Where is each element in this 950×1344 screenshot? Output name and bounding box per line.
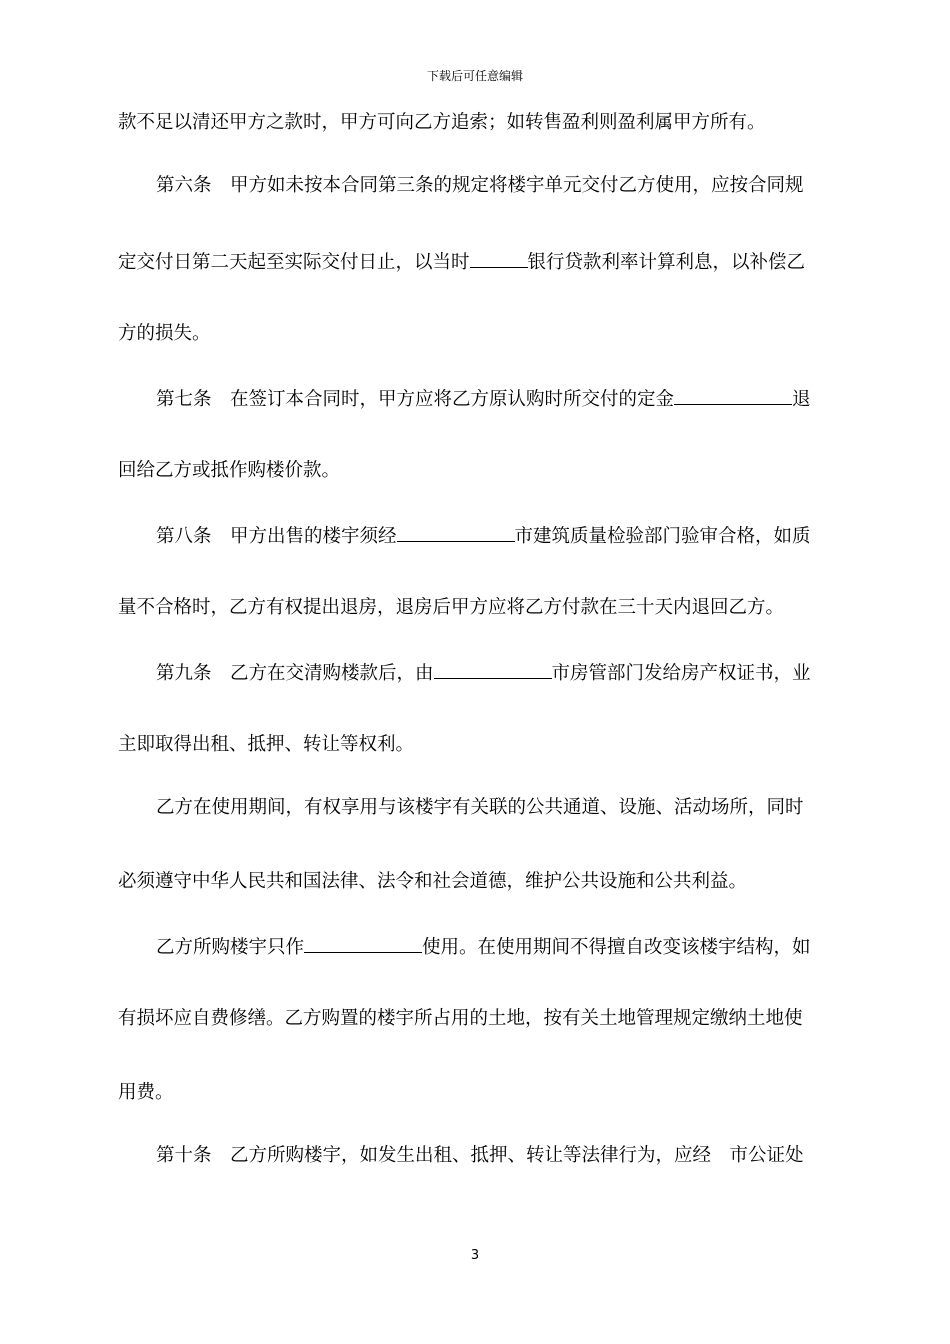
paragraph-line [156,658,846,687]
paragraph-line: 用费。 [118,1082,174,1103]
paragraph-line: 款不足以清还甲方之款时，甲方可向乙方追索；如转售盈利则盈利属甲方所有。 [118,112,766,133]
page-number: 3 [470,1248,480,1263]
paragraph-line [156,932,846,961]
line-text-after: 退 [792,389,811,410]
fill-in-blank [397,521,515,542]
paragraph-line: 量不合格时，乙方有权提出退房，退房后甲方应将乙方付款在三十天内退回乙方。 [118,597,785,618]
paragraph-line: 方的损失。 [118,323,211,344]
fill-in-blank [674,384,792,405]
paragraph-line: 必须遵守中华人民共和国法律、法令和社会道德，维护公共设施和公共利益。 [118,871,748,892]
line-text-before: 第七条 在签订本合同时，甲方应将乙方原认购时所交付的定金 [156,389,675,410]
paragraph-line: 有损坏应自费修缮。乙方购置的楼宇所占用的土地，按有关土地管理规定缴纳土地使 [118,1008,803,1029]
paragraph-line [156,521,846,550]
paragraph-line: 第十条 乙方所购楼宇，如发生出租、抵押、转让等法律行为，应经 市公证处 [156,1145,804,1166]
paragraph-line: 第六条 甲方如未按本合同第三条的规定将楼宇单元交付乙方使用，应按合同规 [156,175,804,196]
line-text-after: 银行贷款利率计算利息，以补偿乙 [527,252,806,273]
page-header: 下载后可任意编辑 [426,69,523,83]
paragraph-line: 乙方在使用期间，有权享用与该楼宇有关联的公共通道、设施、活动场所，同时 [156,797,804,818]
paragraph-line [118,247,838,276]
line-text-before: 第九条 乙方在交清购楼款后，由 [156,663,434,684]
fill-in-blank [434,658,552,679]
paragraph-line: 主即取得出租、抵押、转让等权利。 [118,734,415,755]
line-text-before: 第八条 甲方出售的楼宇须经 [156,526,397,547]
fill-in-blank [304,932,422,953]
line-text-after: 使用。在使用期间不得擅自改变该楼宇结构，如 [422,937,811,958]
line-text-after: 市房管部门发给房产权证书，业 [551,663,811,684]
paragraph-line [156,384,846,413]
fill-in-blank [470,247,528,268]
line-text-before: 定交付日第二天起至实际交付日止，以当时 [118,252,470,273]
line-text-after: 市建筑质量检验部门验审合格，如质 [514,526,811,547]
paragraph-line: 回给乙方或抵作购楼价款。 [118,460,341,481]
line-text-before: 乙方所购楼宇只作 [156,937,305,958]
